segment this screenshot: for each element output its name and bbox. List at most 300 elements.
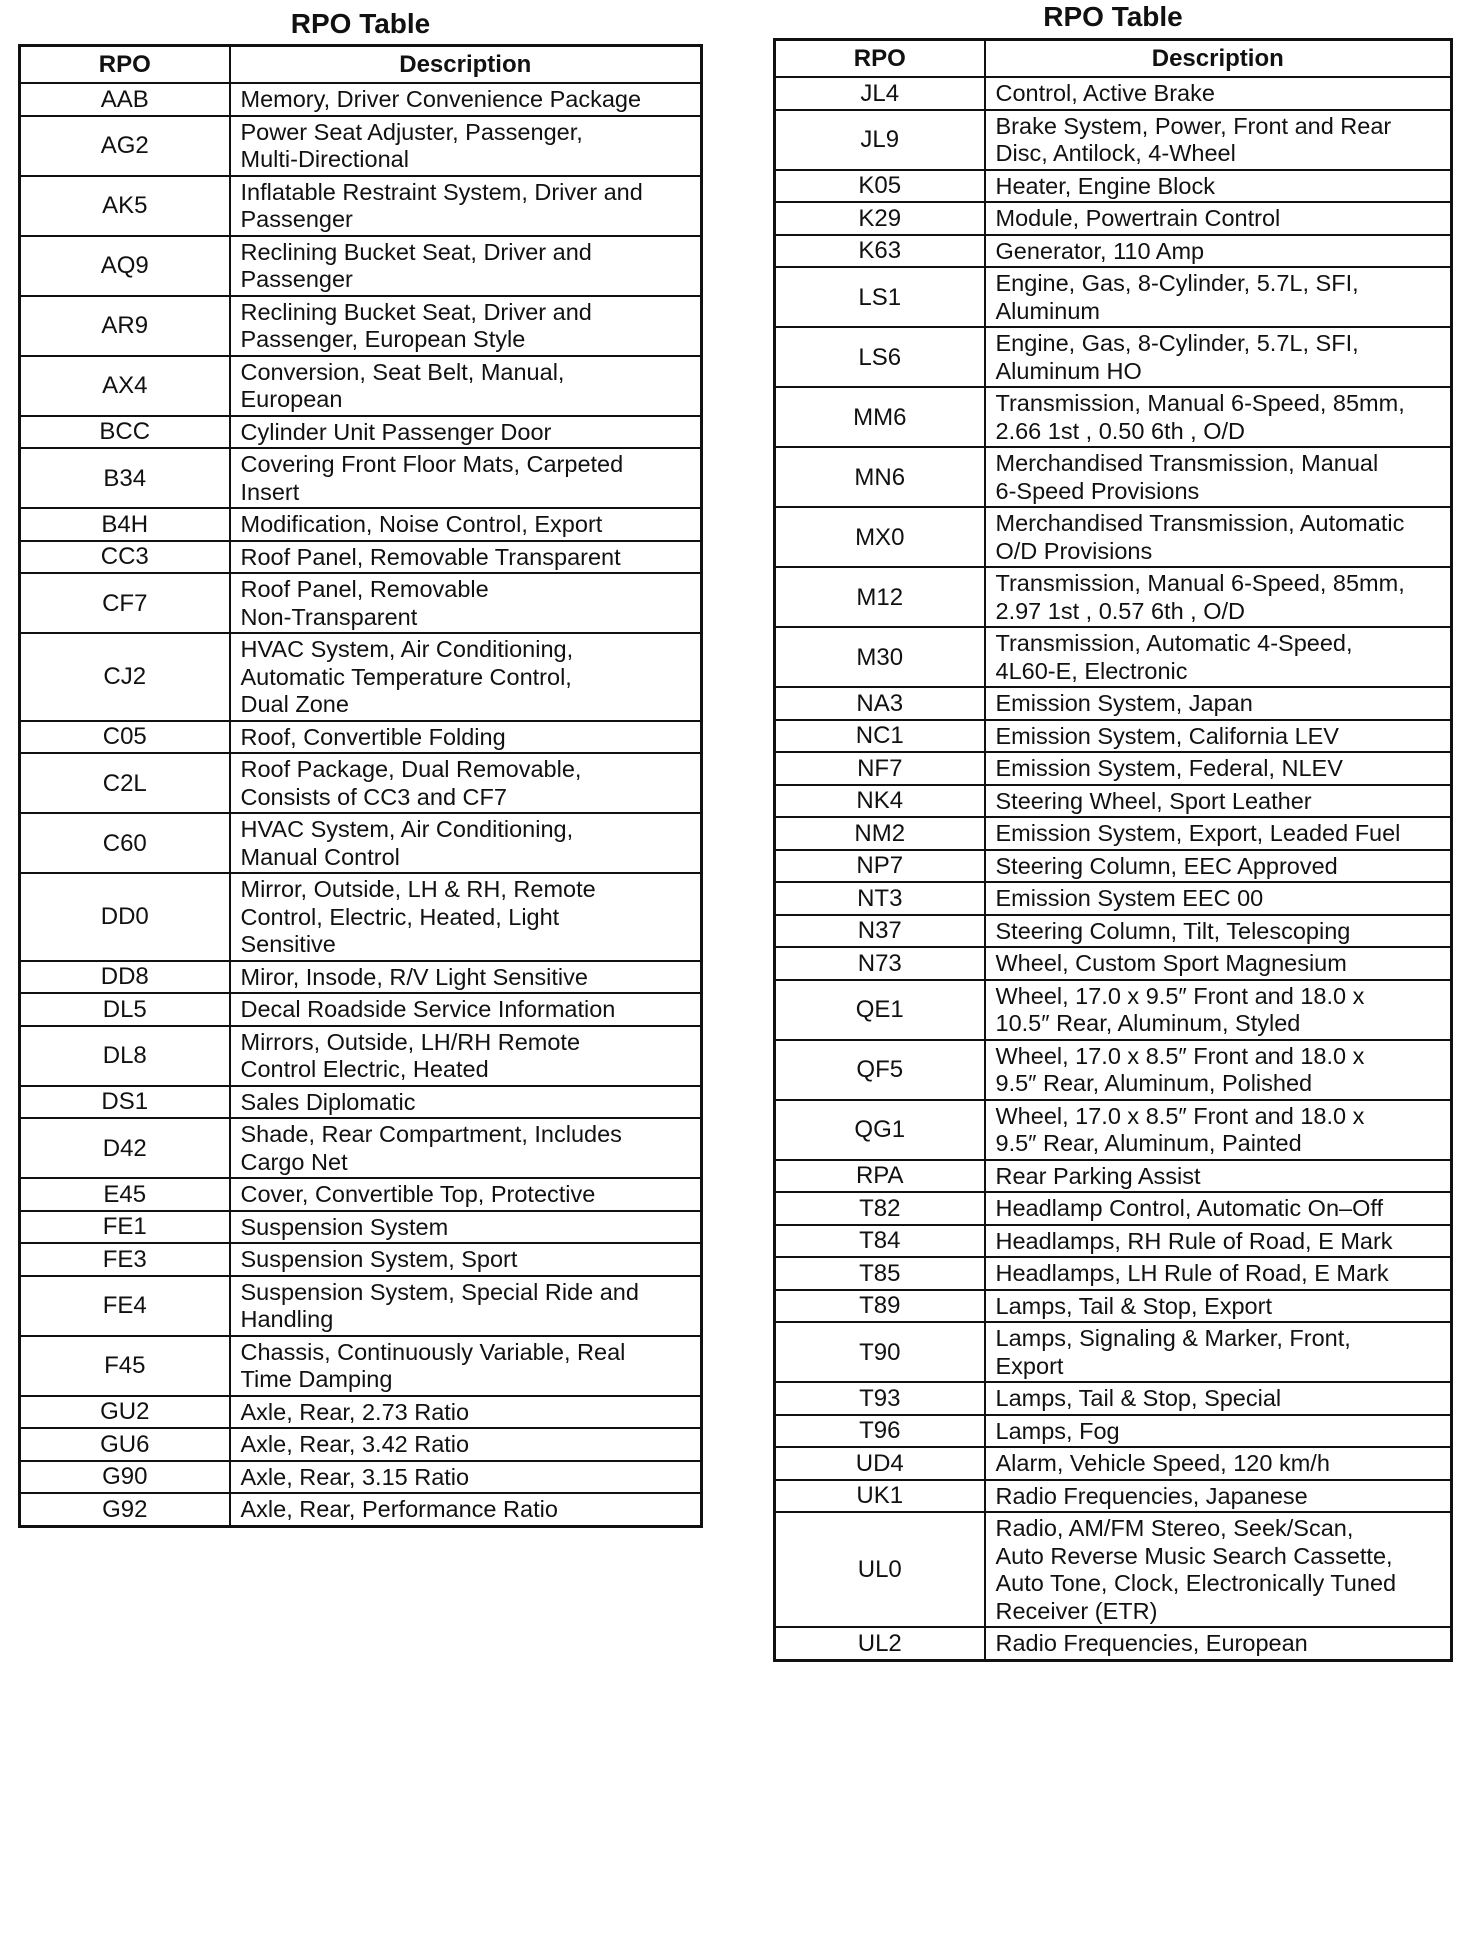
rpo-code-cell: JL9 [775,110,985,170]
rpo-code-cell: B34 [20,448,230,508]
description-line: Manual Control [240,843,400,870]
table-row [775,817,1452,850]
description-line: Roof Panel, Removable Transparent [240,543,621,570]
description-line: Memory, Driver Convenience Package [240,86,642,112]
description-line: Consists of CC3 and CF7 [240,783,507,810]
description-cell [985,1322,1452,1382]
table-row [20,873,702,961]
rpo-code-cell: K05 [775,170,985,203]
description-line: Transmission, Manual 6-Speed, 85mm, [995,570,1405,596]
description-line: Lamps, Tail & Stop, Special [995,1385,1282,1411]
table-row [20,1493,702,1526]
description-line: Alarm, Vehicle Speed, 120 km/h [995,1450,1330,1476]
description-line: Steering Wheel, Sport Leather [995,787,1312,814]
rpo-code-cell: DS1 [20,1086,230,1119]
table-row [20,1178,702,1211]
description-cell [985,1382,1452,1415]
description-line: Insert [240,478,300,505]
rpo-code-cell: FE4 [20,1276,230,1336]
rpo-code-cell: T89 [775,1290,985,1323]
rpo-code-cell: MN6 [775,447,985,507]
table-row [775,1627,1452,1660]
description-line: Suspension System, Sport [240,1246,518,1272]
description-cell [985,202,1452,235]
description-line: Passenger [240,206,353,232]
description-line: Headlamps, LH Rule of Road, E Mark [995,1260,1389,1286]
description-line: Wheel, Custom Sport Magnesium [995,950,1347,976]
description-line: Receiver (ETR) [995,1597,1158,1624]
table-row [775,507,1452,567]
description-cell [230,176,702,236]
rpo-table [773,38,1453,1662]
table-row [20,1276,702,1336]
description-line: Transmission, Automatic 4-Speed, [995,630,1353,656]
description-cell [985,850,1452,883]
column-header-rpo: RPO [775,40,985,78]
table-header-row [775,40,1452,78]
rpo-code-cell: QF5 [775,1040,985,1100]
description-line: Module, Powertrain Control [995,205,1281,231]
table-row [775,1225,1452,1258]
rpo-code-cell: FE3 [20,1243,230,1276]
table-title: RPO Table [1043,1,1183,32]
rpo-code-cell: G90 [20,1461,230,1494]
description-cell [230,993,702,1026]
rpo-code-cell: AX4 [20,356,230,416]
rpo-code-cell: DD8 [20,961,230,994]
table-row [20,721,702,754]
rpo-code-cell: GU6 [20,1428,230,1461]
table-row [775,915,1452,948]
description-cell [985,1257,1452,1290]
rpo-code-cell: NM2 [775,817,985,850]
rpo-code-cell: LS6 [775,327,985,387]
description-line: Multi-Directional [240,146,409,172]
rpo-code-cell: T90 [775,1322,985,1382]
rpo-code-cell: N73 [775,947,985,980]
table-row [775,1160,1452,1193]
description-line: Mirror, Outside, LH & RH, Remote [240,876,596,902]
description-cell [985,170,1452,203]
description-cell [985,387,1452,447]
table-row [20,1086,702,1119]
rpo-code-cell: T85 [775,1257,985,1290]
description-line: Radio, AM/FM Stereo, Seek/Scan, [995,1515,1354,1541]
rpo-code-cell: NF7 [775,752,985,785]
rpo-code-cell: DL8 [20,1026,230,1086]
description-cell [985,1225,1452,1258]
description-cell [985,1100,1452,1160]
description-line: Automatic Temperature Control, [240,663,572,690]
description-cell [985,77,1452,110]
table-row [775,1512,1452,1627]
table-row [775,882,1452,915]
table-body [20,83,702,1526]
rpo-code-cell: DD0 [20,873,230,961]
rpo-code-cell: UL2 [775,1627,985,1660]
table-title: RPO Table [290,8,431,39]
description-line: Wheel, 17.0 x 8.5″ Front and 18.0 x [995,1042,1365,1069]
description-line: Non-Transparent [240,603,418,630]
description-line: Lamps, Signaling & Marker, Front, [995,1325,1351,1351]
table-row [775,1040,1452,1100]
table-row [20,83,702,116]
rpo-table [18,44,703,1528]
table-row [20,753,702,813]
table-row [775,687,1452,720]
description-line: Shade, Rear Compartment, Includes [240,1121,622,1147]
description-line: Rear Parking Assist [995,1162,1201,1189]
description-cell [230,83,702,116]
description-line: Control, Electric, Heated, Light [240,903,560,930]
description-cell [230,1461,702,1494]
rpo-code-cell: C60 [20,813,230,873]
table-row [775,447,1452,507]
rpo-code-cell: CC3 [20,541,230,574]
table-row [20,356,702,416]
description-cell [230,1211,702,1244]
description-line: Reclining Bucket Seat, Driver and [240,238,592,265]
description-line: Power Seat Adjuster, Passenger, [240,118,583,145]
rpo-code-cell: C2L [20,753,230,813]
description-line: 2.97 1st , 0.57 6th , O/D [995,597,1246,624]
description-line: Brake System, Power, Front and Rear [995,112,1392,139]
rpo-code-cell: CJ2 [20,633,230,721]
description-line: Disc, Antilock, 4-Wheel [995,140,1236,166]
description-cell [985,720,1452,753]
description-line: Suspension System [240,1213,449,1240]
description-line: Axle, Rear, 2.73 Ratio [240,1398,470,1425]
rpo-code-cell: NA3 [775,687,985,720]
description-line: 10.5″ Rear, Aluminum, Styled [995,1010,1301,1036]
description-cell [230,236,702,296]
description-cell [230,1276,702,1336]
table-row [20,993,702,1026]
table-row [775,785,1452,818]
description-line: Merchandised Transmission, Manual [995,450,1379,476]
description-line: Sensitive [240,931,336,957]
table-row [775,1257,1452,1290]
table-row [20,1211,702,1244]
rpo-table-left [18,4,703,1528]
description-cell [230,508,702,541]
rpo-code-cell: B4H [20,508,230,541]
table-row [775,77,1452,110]
table-row [775,752,1452,785]
description-cell [230,1336,702,1396]
description-line: Emission System EEC 00 [995,885,1264,911]
rpo-code-cell: T84 [775,1225,985,1258]
description-cell [985,687,1452,720]
table-row [20,236,702,296]
description-line: Axle, Rear, Performance Ratio [240,1496,558,1522]
description-line: Cylinder Unit Passenger Door [240,418,552,445]
description-line: Emission System, Japan [995,690,1253,716]
description-line: Decal Roadside Service Information [240,996,616,1022]
description-line: Export [995,1352,1064,1379]
description-line: Engine, Gas, 8-Cylinder, 5.7L, SFI, [995,270,1359,296]
description-cell [985,327,1452,387]
table-row [775,980,1452,1040]
table-row [775,202,1452,235]
description-cell [230,1178,702,1211]
table-row [775,567,1452,627]
description-cell [985,915,1452,948]
rpo-code-cell: QE1 [775,980,985,1040]
description-cell [985,1160,1452,1193]
description-cell [230,1396,702,1429]
table-row [20,116,702,176]
rpo-code-cell: AAB [20,83,230,116]
description-line: Aluminum HO [995,357,1142,384]
table-row [775,110,1452,170]
column-header-description: Description [985,40,1452,78]
description-line: 9.5″ Rear, Aluminum, Painted [995,1130,1302,1156]
description-cell [230,573,702,633]
table-row [775,1322,1452,1382]
rpo-code-cell: NT3 [775,882,985,915]
table-row [20,1336,702,1396]
description-cell [985,110,1452,170]
description-cell [985,947,1452,980]
description-line: Miror, Insode, R/V Light Sensitive [240,963,588,990]
table-row [775,1100,1452,1160]
table-row [20,176,702,236]
description-line: Lamps, Tail & Stop, Export [995,1292,1272,1319]
rpo-code-cell: UD4 [775,1447,985,1480]
description-cell [985,980,1452,1040]
rpo-code-cell: M30 [775,627,985,687]
table-row [20,573,702,633]
description-line: Steering Column, Tilt, Telescoping [995,917,1351,944]
description-line: HVAC System, Air Conditioning, [240,816,574,842]
description-line: Axle, Rear, 3.15 Ratio [240,1463,470,1490]
description-line: Reclining Bucket Seat, Driver and [240,298,592,325]
table-row [20,296,702,356]
table-row [775,1415,1452,1448]
description-line: Radio Frequencies, Japanese [995,1482,1308,1509]
description-cell [230,1118,702,1178]
rpo-code-cell: QG1 [775,1100,985,1160]
description-line: Passenger [240,266,353,292]
rpo-code-cell: UK1 [775,1480,985,1513]
description-cell [985,1447,1452,1480]
description-cell [230,1493,702,1526]
rpo-code-cell: AQ9 [20,236,230,296]
description-cell [230,296,702,356]
description-cell [230,1428,702,1461]
description-cell [985,1192,1452,1225]
description-line: Lamps, Fog [995,1417,1120,1444]
description-cell [230,633,702,721]
description-line: European [240,386,343,412]
description-line: Handling [240,1306,334,1332]
table-row [20,448,702,508]
table-row [775,1290,1452,1323]
column-header-description: Description [230,46,702,84]
column-header-rpo: RPO [20,46,230,84]
description-cell [985,882,1452,915]
description-line: Passenger, European Style [240,326,526,352]
description-line: 6-Speed Provisions [995,477,1200,504]
description-line: Inflatable Restraint System, Driver and [240,178,643,205]
description-line: 4L60-E, Electronic [995,657,1188,684]
description-line: Roof Panel, Removable [240,576,489,602]
description-line: Steering Column, EEC Approved [995,852,1338,879]
description-cell [230,541,702,574]
table-row [775,1192,1452,1225]
description-line: Roof Package, Dual Removable, [240,756,582,782]
description-line: Mirrors, Outside, LH/RH Remote [240,1028,581,1055]
table-body [775,77,1452,1660]
rpo-code-cell: DL5 [20,993,230,1026]
rpo-code-cell: D42 [20,1118,230,1178]
rpo-code-cell: CF7 [20,573,230,633]
description-cell [230,721,702,754]
table-row [20,541,702,574]
description-cell [985,817,1452,850]
description-cell [230,1026,702,1086]
description-cell [985,267,1452,327]
description-cell [985,1627,1452,1660]
description-cell [230,356,702,416]
description-cell [230,116,702,176]
rpo-code-cell: C05 [20,721,230,754]
rpo-code-cell: F45 [20,1336,230,1396]
description-line: Emission System, Export, Leaded Fuel [995,820,1401,846]
rpo-code-cell: E45 [20,1178,230,1211]
rpo-code-cell: NC1 [775,720,985,753]
description-line: O/D Provisions [995,537,1153,564]
description-line: Transmission, Manual 6-Speed, 85mm, [995,390,1405,416]
description-line: Heater, Engine Block [995,172,1215,199]
description-line: Suspension System, Special Ride and [240,1278,639,1305]
description-cell [985,1512,1452,1627]
description-cell [985,1480,1452,1513]
description-line: Chassis, Continuously Variable, Real [240,1338,626,1365]
description-cell [985,567,1452,627]
table-row [775,387,1452,447]
rpo-table-right [773,0,1453,1662]
table-row [20,1461,702,1494]
description-line: HVAC System, Air Conditioning, [240,636,574,662]
description-line: 2.66 1st , 0.50 6th , O/D [995,417,1246,444]
description-line: Emission System, California LEV [995,722,1339,749]
description-cell [985,1290,1452,1323]
description-line: Emission System, Federal, NLEV [995,755,1343,781]
rpo-code-cell: N37 [775,915,985,948]
description-line: Modification, Noise Control, Export [240,511,603,537]
description-line: 9.5″ Rear, Aluminum, Polished [995,1070,1313,1096]
description-cell [230,416,702,449]
table-row [20,416,702,449]
rpo-code-cell: M12 [775,567,985,627]
description-line: Auto Reverse Music Search Cassette, [995,1542,1393,1569]
description-line: Covering Front Floor Mats, Carpeted [240,451,624,477]
description-line: Conversion, Seat Belt, Manual, [240,358,565,385]
description-cell [985,235,1452,268]
rpo-code-cell: T93 [775,1382,985,1415]
rpo-code-cell: BCC [20,416,230,449]
table-row [775,627,1452,687]
table-row [20,1396,702,1429]
description-cell [985,752,1452,785]
description-cell [985,627,1452,687]
table-row [775,170,1452,203]
description-line: Control, Active Brake [995,80,1215,106]
description-cell [230,1243,702,1276]
description-line: Headlamp Control, Automatic On–Off [995,1195,1384,1221]
rpo-code-cell: AK5 [20,176,230,236]
description-line: Radio Frequencies, European [995,1630,1308,1656]
table-row [775,1447,1452,1480]
description-line: Aluminum [995,297,1100,324]
description-line: Generator, 110 Amp [995,237,1205,264]
rpo-code-cell: AG2 [20,116,230,176]
description-cell [230,873,702,961]
description-line: Cargo Net [240,1148,348,1175]
description-cell [230,961,702,994]
description-cell [985,507,1452,567]
rpo-code-cell: T82 [775,1192,985,1225]
description-cell [985,785,1452,818]
rpo-code-cell: G92 [20,1493,230,1526]
description-line: Headlamps, RH Rule of Road, E Mark [995,1227,1393,1254]
description-line: Time Damping [240,1366,393,1392]
table-row [20,508,702,541]
description-cell [985,1415,1452,1448]
description-line: Dual Zone [240,691,349,717]
rpo-code-cell: K29 [775,202,985,235]
table-row [775,947,1452,980]
table-row [20,1428,702,1461]
table-row [775,267,1452,327]
description-line: Cover, Convertible Top, Protective [240,1181,596,1207]
description-line: Wheel, 17.0 x 9.5″ Front and 18.0 x [995,982,1365,1009]
description-line: Roof, Convertible Folding [240,723,506,750]
rpo-code-cell: FE1 [20,1211,230,1244]
rpo-code-cell: NP7 [775,850,985,883]
description-cell [230,448,702,508]
rpo-code-cell: NK4 [775,785,985,818]
rpo-code-cell: LS1 [775,267,985,327]
rpo-code-cell: JL4 [775,77,985,110]
table-row [775,720,1452,753]
table-row [775,850,1452,883]
description-line: Sales Diplomatic [240,1088,416,1115]
table-row [20,813,702,873]
table-row [775,235,1452,268]
description-line: Axle, Rear, 3.42 Ratio [240,1431,470,1457]
description-cell [985,447,1452,507]
description-cell [230,753,702,813]
rpo-code-cell: T96 [775,1415,985,1448]
description-cell [985,1040,1452,1100]
rpo-code-cell: K63 [775,235,985,268]
description-line: Auto Tone, Clock, Electronically Tuned [995,1570,1397,1596]
table-row [20,1118,702,1178]
description-line: Merchandised Transmission, Automatic [995,510,1405,536]
description-line: Control Electric, Heated [240,1056,489,1082]
rpo-code-cell: MM6 [775,387,985,447]
table-row [20,961,702,994]
table-row [20,1026,702,1086]
rpo-code-cell: GU2 [20,1396,230,1429]
table-row [775,1382,1452,1415]
rpo-code-cell: UL0 [775,1512,985,1627]
table-row [775,1480,1452,1513]
rpo-code-cell: MX0 [775,507,985,567]
